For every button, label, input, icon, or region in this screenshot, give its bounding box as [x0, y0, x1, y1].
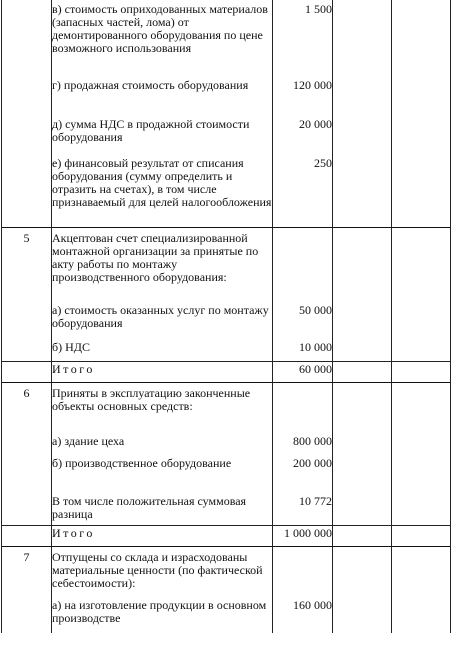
row-amount	[273, 228, 333, 301]
row-description: в) стоимость оприходованных материалов (запасных частей, лома) от демонтированного оборудования по цене возможного использования	[52, 0, 273, 73]
debit-cell	[333, 337, 392, 362]
row-amount: 120 000	[273, 73, 333, 112]
table-row	[2, 383, 451, 430]
total-row	[2, 526, 451, 547]
row-description: б) НДС	[52, 337, 273, 362]
debit-cell	[333, 151, 392, 228]
credit-cell	[392, 362, 451, 383]
row-description: а) стоимость оказанных услуг по монтажу оборудования	[52, 300, 273, 337]
row-description: е) финансовый результат от списания оборудования (сумму определить и отразить на счетах), в том числе признаваемый для целей налогообложения	[52, 151, 273, 228]
row-amount: 200 000	[273, 453, 333, 491]
row-amount: 20 000	[273, 112, 333, 151]
debit-cell	[333, 526, 392, 547]
row-number	[2, 112, 52, 151]
row-description: Отпущены со склада и израсходованы материальные ценности (по фактической себестоимости):	[52, 547, 273, 594]
credit-cell	[392, 337, 451, 362]
credit-cell	[392, 453, 451, 491]
row-description: б) производственное оборудование	[52, 453, 273, 491]
row-amount: 160 000	[273, 593, 333, 633]
debit-cell	[333, 0, 392, 73]
row-number	[2, 362, 52, 383]
debit-cell	[333, 383, 392, 430]
debit-cell	[333, 228, 392, 301]
row-description: а) на изготовление продукции в основном производстве	[52, 593, 273, 633]
row-number	[2, 593, 52, 633]
row-number	[2, 453, 52, 491]
debit-cell	[333, 593, 392, 633]
table-row	[2, 73, 451, 112]
row-number	[2, 491, 52, 526]
row-description: Приняты в эксплуатацию законченные объекты основных средств:	[52, 383, 273, 430]
debit-cell	[333, 362, 392, 383]
table-row	[2, 151, 451, 228]
row-amount: 10 000	[273, 337, 333, 362]
credit-cell	[392, 526, 451, 547]
total-label: Итого	[52, 526, 273, 547]
row-number	[2, 73, 52, 112]
debit-cell	[333, 73, 392, 112]
row-amount: 800 000	[273, 429, 333, 453]
credit-cell	[392, 593, 451, 633]
row-amount: 1 500	[273, 0, 333, 73]
credit-cell	[392, 300, 451, 337]
table-row	[2, 429, 451, 453]
row-description: В том числе положительная суммовая разница	[52, 491, 273, 526]
row-number: 5	[2, 228, 52, 301]
table-row	[2, 228, 451, 301]
row-number	[2, 300, 52, 337]
credit-cell	[392, 151, 451, 228]
credit-cell	[392, 491, 451, 526]
total-label: Итого	[52, 362, 273, 383]
row-amount: 50 000	[273, 300, 333, 337]
credit-cell	[392, 429, 451, 453]
row-number	[2, 429, 52, 453]
row-number: 7	[2, 547, 52, 594]
table-row	[2, 112, 451, 151]
table-row	[2, 547, 451, 594]
credit-cell	[392, 112, 451, 151]
credit-cell	[392, 0, 451, 73]
table-row	[2, 300, 451, 337]
row-number	[2, 337, 52, 362]
row-description: Акцептован счет специализированной монтажной организации за принятые по акту работы по монтажу производственного оборудования:	[52, 228, 273, 301]
accounting-transactions-table	[1, 0, 451, 633]
row-amount: 10 772	[273, 491, 333, 526]
table-row	[2, 0, 451, 73]
row-amount	[273, 383, 333, 430]
table-row	[2, 593, 451, 633]
row-description: г) продажная стоимость оборудования	[52, 73, 273, 112]
table-row	[2, 337, 451, 362]
row-number: 6	[2, 383, 52, 430]
debit-cell	[333, 429, 392, 453]
row-number	[2, 526, 52, 547]
debit-cell	[333, 547, 392, 594]
debit-cell	[333, 112, 392, 151]
total-amount: 60 000	[273, 362, 333, 383]
total-amount: 1 000 000	[273, 526, 333, 547]
debit-cell	[333, 453, 392, 491]
debit-cell	[333, 491, 392, 526]
credit-cell	[392, 547, 451, 594]
credit-cell	[392, 228, 451, 301]
table-row	[2, 453, 451, 491]
row-description: а) здание цеха	[52, 429, 273, 453]
row-amount	[273, 547, 333, 594]
table-row	[2, 491, 451, 526]
row-number	[2, 151, 52, 228]
total-row	[2, 362, 451, 383]
debit-cell	[333, 300, 392, 337]
credit-cell	[392, 383, 451, 430]
row-amount: 250	[273, 151, 333, 228]
row-description: д) сумма НДС в продажной стоимости оборудования	[52, 112, 273, 151]
credit-cell	[392, 73, 451, 112]
row-number	[2, 0, 52, 73]
